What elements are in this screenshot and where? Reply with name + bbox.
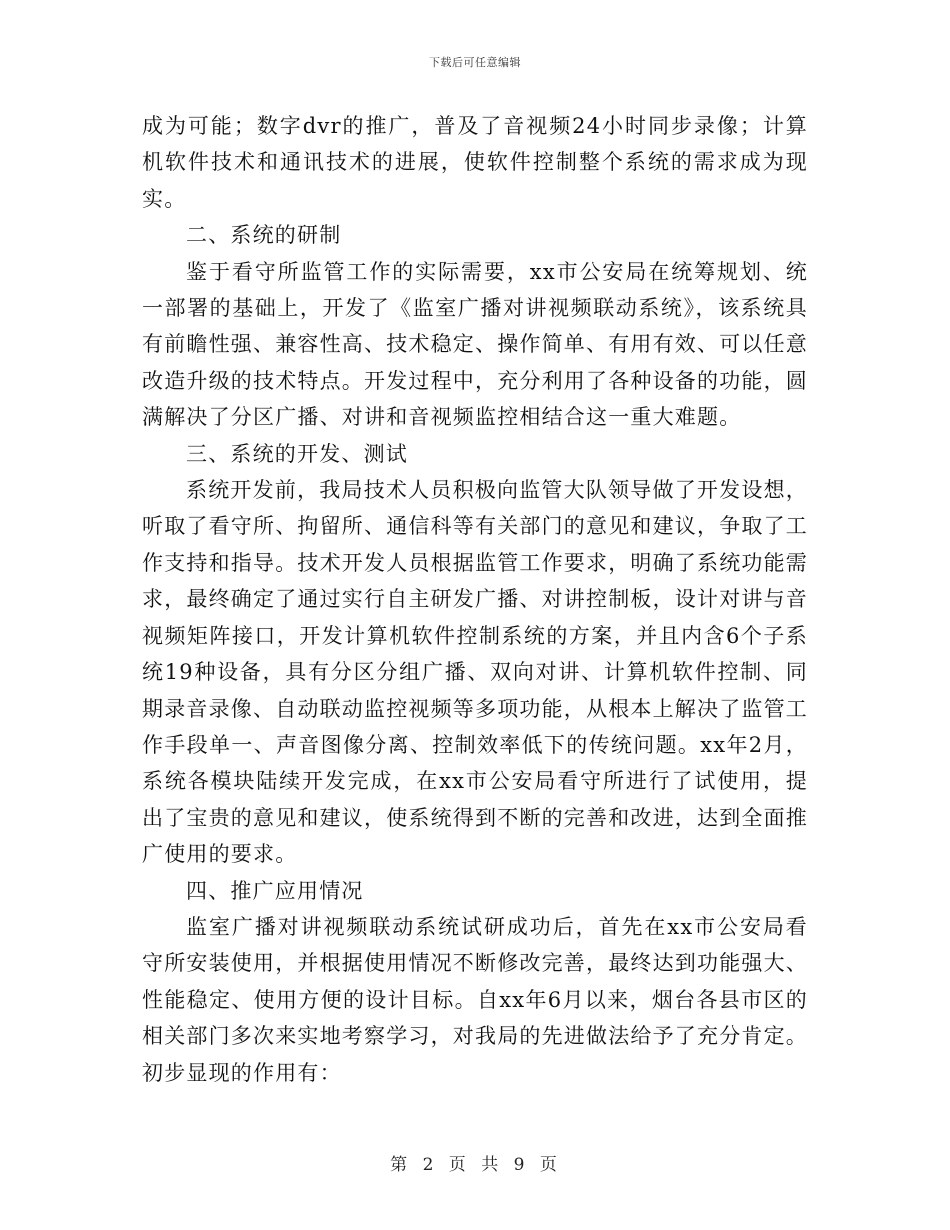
paragraph-continuation: 成为可能；数字dvr的推广，普及了音视频24小时同步录像；计算机软件技术和通讯技术的进展，使软件控制整个系统的需求成为现实。: [142, 114, 808, 211]
section-heading-2: 二、系统的研制: [186, 223, 342, 248]
paragraph-development-testing: 系统开发前，我局技术人员积极向监管大队领导做了开发设想，听取了看守所、拘留所、通信科等有关部门的意见和建议，争取了工作支持和指导。技术开发人员根据监管工作要求，明确了系统功能需求，最终确定了通过实行自主研发广播、对讲控制板，设计对讲与音视频矩阵接口，开发计算机软件控制系统的方案，并且内含6个子系统19种设备，具有分区分组广播、双向对讲、计算机软件控制、同期录音录像、自动联动监控视频等多项功能，从根本上解决了监管工作手段单一、声音图像分离、控制效率低下的传统问题。xx年2月，系统各模块陆续开发完成，在xx市公安局看守所进行了试使用，提出了宝贵的意见和建议，使系统得到不断的完善和改进，达到全面推广使用的要求。: [142, 478, 808, 867]
page-header: 下载后可任意编辑: [429, 56, 521, 69]
section-heading-3: 三、系统的开发、测试: [186, 441, 408, 466]
page-number-footer: 第 2 页 共 9 页: [390, 1155, 560, 1175]
section-heading-4: 四、推广应用情况: [186, 878, 364, 903]
paragraph-system-development: 鉴于看守所监管工作的实际需要，xx市公安局在统筹规划、统一部署的基础上，开发了《监室广播对讲视频联动系统》，该系统具有前瞻性强、兼容性高、技术稳定、操作简单、有用有效、可以任意改造升级的技术特点。开发过程中，充分利用了各种设备的功能，圆满解决了分区广播、对讲和音视频监控相结合这一重大难题。: [142, 259, 808, 430]
paragraph-application: 监室广播对讲视频联动系统试研成功后，首先在xx市公安局看守所安装使用，并根据使用情况不断修改完善，最终达到功能强大、性能稳定、使用方便的设计目标。自xx年6月以来，烟台各县市区的相关部门多次来实地考察学习，对我局的先进做法给予了充分肯定。初步显现的作用有：: [142, 914, 808, 1085]
document-body: [142, 108, 808, 1091]
